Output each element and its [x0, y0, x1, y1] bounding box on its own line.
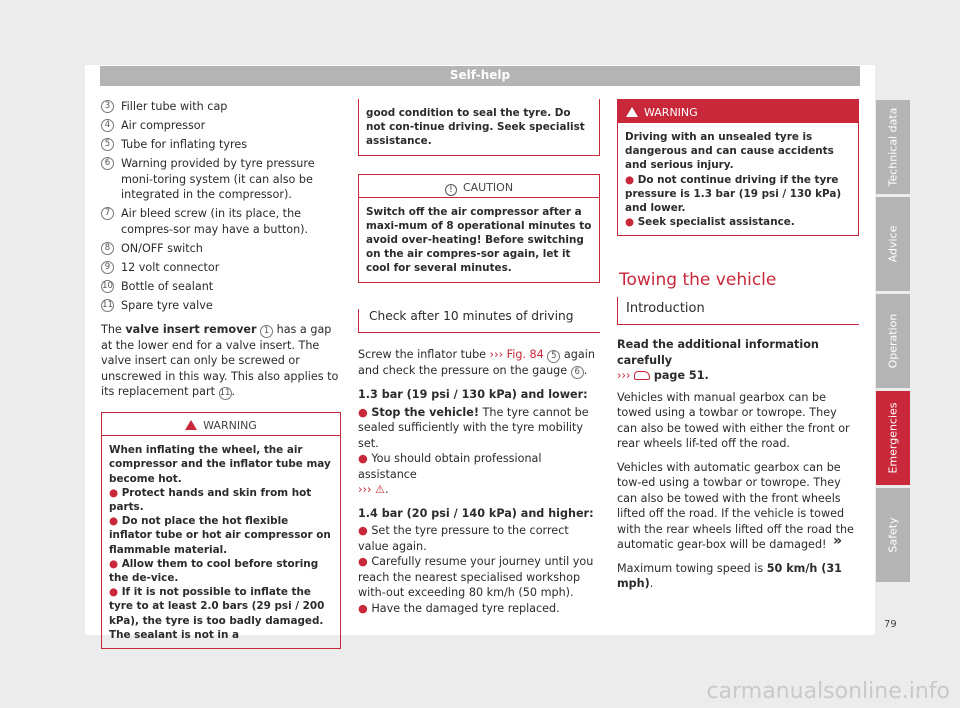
number-badge: 9 — [101, 261, 114, 274]
bullet-item: ● Set the tyre pressure to the correct value again. — [358, 524, 569, 553]
list-item — [101, 156, 341, 203]
pressure-heading-high: 1.4 bar (20 psi / 140 kPa) and higher: — [358, 506, 594, 520]
tab-safety[interactable]: Safety — [876, 488, 910, 582]
warning-box-continued — [358, 99, 600, 156]
warning-title: WARNING — [203, 419, 257, 433]
column-3 — [617, 99, 859, 600]
number-badge: 10 — [102, 281, 113, 292]
number-badge: 1 — [260, 325, 273, 338]
list-item-text: Air bleed screw (in its place, the compres-sor may have a button). — [121, 207, 309, 236]
header-bar — [100, 66, 860, 86]
warning-header — [102, 413, 340, 436]
bullet-item: ● Have the damaged tyre replaced. — [358, 601, 560, 615]
warning-body — [618, 123, 858, 235]
list-item-text: 12 volt connector — [121, 261, 220, 275]
list-item — [101, 260, 341, 276]
list-item — [101, 118, 341, 134]
caution-box — [358, 174, 600, 283]
warning-box — [101, 412, 341, 649]
bullet-item: ● Stop the vehicle! The tyre cannot be sealed sufficiently with the tyre mobility set. — [358, 405, 589, 450]
chapter-tabs — [876, 100, 910, 585]
page-number: 79 — [884, 619, 897, 630]
reference-arrow[interactable]: ››› — [358, 483, 372, 497]
reference-arrow[interactable]: ››› — [617, 369, 631, 383]
warning-bullet: ● Allow them to cool before storing the de-vice. — [109, 557, 319, 585]
page-title: Self-help — [449, 68, 511, 82]
warning-bullet: ● Do not continue driving if the tyre pressure is 1.3 bar (19 psi / 130 kPa) and lower. — [625, 173, 842, 215]
pressure-heading-low: 1.3 bar (19 psi / 130 kPa) and lower: — [358, 388, 588, 402]
bullet-item: ● Carefully resume your journey until you reach the nearest specialised workshop with-out exceeding 80 km/h (50 mph). — [358, 555, 594, 600]
para-text: has a gap at the lower end for a valve insert. The valve insert can only be screwed or unscrewed in this way. This also applies to its replacement part — [101, 322, 339, 399]
warning-header — [618, 100, 858, 123]
warning-icon — [185, 420, 197, 430]
warning-body — [102, 436, 340, 648]
caution-text: Switch off the air compressor after a maxi-mum of 8 operational minutes to avoid over-heating! Before switching on the air compres-sor again, let it cool for several minutes. — [366, 205, 592, 275]
para-bold: valve insert remover — [125, 322, 257, 336]
number-badge: 5 — [101, 138, 114, 151]
subsection-title: Introduction — [617, 297, 859, 326]
warning-title: WARNING — [644, 106, 698, 119]
caution-header — [359, 175, 599, 198]
number-badge: 11 — [102, 300, 113, 311]
para-text: The — [101, 322, 126, 336]
warning-icon — [626, 107, 638, 117]
warning-bullet: ● Seek specialist assistance. — [625, 216, 795, 229]
list-item — [101, 298, 341, 314]
list-item — [101, 279, 341, 295]
list-item-text: Filler tube with cap — [121, 100, 228, 113]
warning-bullet: ● If it is not possible to inflate the tyre to at least 2.0 bars (29 psi / 200 kPa), the tyre is too badly damaged. The sealant is not in a — [109, 586, 325, 641]
list-item-text: Bottle of sealant — [121, 280, 214, 294]
number-badge: 5 — [547, 350, 560, 363]
tab-operation[interactable]: Operation — [876, 294, 910, 388]
number-badge: 6 — [571, 366, 584, 379]
continue-mark: » — [833, 533, 843, 549]
car-info-icon — [634, 371, 650, 380]
list-item-text: Spare tyre valve — [121, 299, 213, 313]
read-info-text: Read the additional information carefully — [617, 338, 819, 367]
caution-title: CAUTION — [462, 180, 514, 194]
inflator-paragraph: Screw the inflator tube ››› Fig. 84 5 again and check the pressure on the gauge 6 . — [358, 348, 595, 378]
number-badge: 7 — [101, 207, 114, 220]
page-reference[interactable]: page 51. — [649, 369, 709, 383]
bullet-item: ● You should obtain professional assistance ››› ⚠. — [358, 452, 542, 497]
warning-continued-text: good condition to seal the tyre. Do not con-tinue driving. Seek specialist assistance. — [366, 107, 585, 148]
list-item-text: Air compressor — [121, 119, 206, 133]
section-title: Check after 10 minutes of driving — [358, 309, 600, 334]
tab-emergencies[interactable]: Emergencies — [876, 391, 910, 485]
warning-intro: Driving with an unsealed tyre is dangerous and can cause accidents and serious injury. — [625, 131, 834, 172]
number-badge: 11 — [219, 388, 231, 399]
warning-bullet: ● Do not place the hot flexible inflator tube or hot air compressor on flammable material. — [109, 515, 331, 556]
list-item — [101, 99, 341, 115]
list-item — [101, 241, 341, 257]
number-badge: 3 — [101, 100, 114, 113]
manual-gearbox-paragraph: Vehicles with manual gearbox can be towed using a towbar or towrope. They can also be towed with either the front or rear wheels lif-ted off the road. — [617, 390, 850, 451]
number-badge: 8 — [101, 242, 114, 255]
component-list — [101, 99, 341, 314]
warning-icon: ⚠ — [374, 483, 386, 497]
number-badge: 4 — [101, 119, 114, 132]
caution-icon: ! — [445, 184, 457, 196]
tab-advice[interactable]: Advice — [876, 197, 910, 291]
list-item-text: ON/OFF switch — [121, 241, 203, 255]
para-text: . — [231, 385, 236, 399]
automatic-gearbox-paragraph: Vehicles with automatic gearbox can be tow-ed using a towbar or towrope. They can also be towed with the front wheels lifted off the road. If the vehicle is towed with the rear wheels lifted off the road the automatic gear-box will be damaged! — [617, 460, 854, 552]
tab-technical-data[interactable]: Technical data — [876, 100, 910, 194]
warning-bullet: ● Protect hands and skin from hot parts. — [109, 486, 312, 514]
list-item-text: Tube for inflating tyres — [121, 138, 248, 152]
warning-intro: When inflating the wheel, the air compressor and the inflator tube may become hot. — [109, 444, 331, 485]
section-title: Towing the vehicle — [619, 270, 777, 291]
list-item — [101, 137, 341, 153]
watermark: carmanualsonline.info — [706, 679, 950, 704]
column-1 — [101, 99, 341, 649]
column-2 — [358, 99, 600, 616]
number-badge: 6 — [101, 157, 114, 170]
towing-speed-paragraph: Maximum towing speed is 50 km/h (31 mph). — [617, 561, 842, 591]
figure-link[interactable]: ››› Fig. 84 — [489, 348, 544, 362]
list-item-text: Warning provided by tyre pressure moni-toring system (it can also be integrated in the compressor). — [121, 157, 315, 202]
warning-box — [617, 99, 859, 236]
valve-paragraph — [101, 322, 341, 401]
list-item — [101, 206, 341, 237]
